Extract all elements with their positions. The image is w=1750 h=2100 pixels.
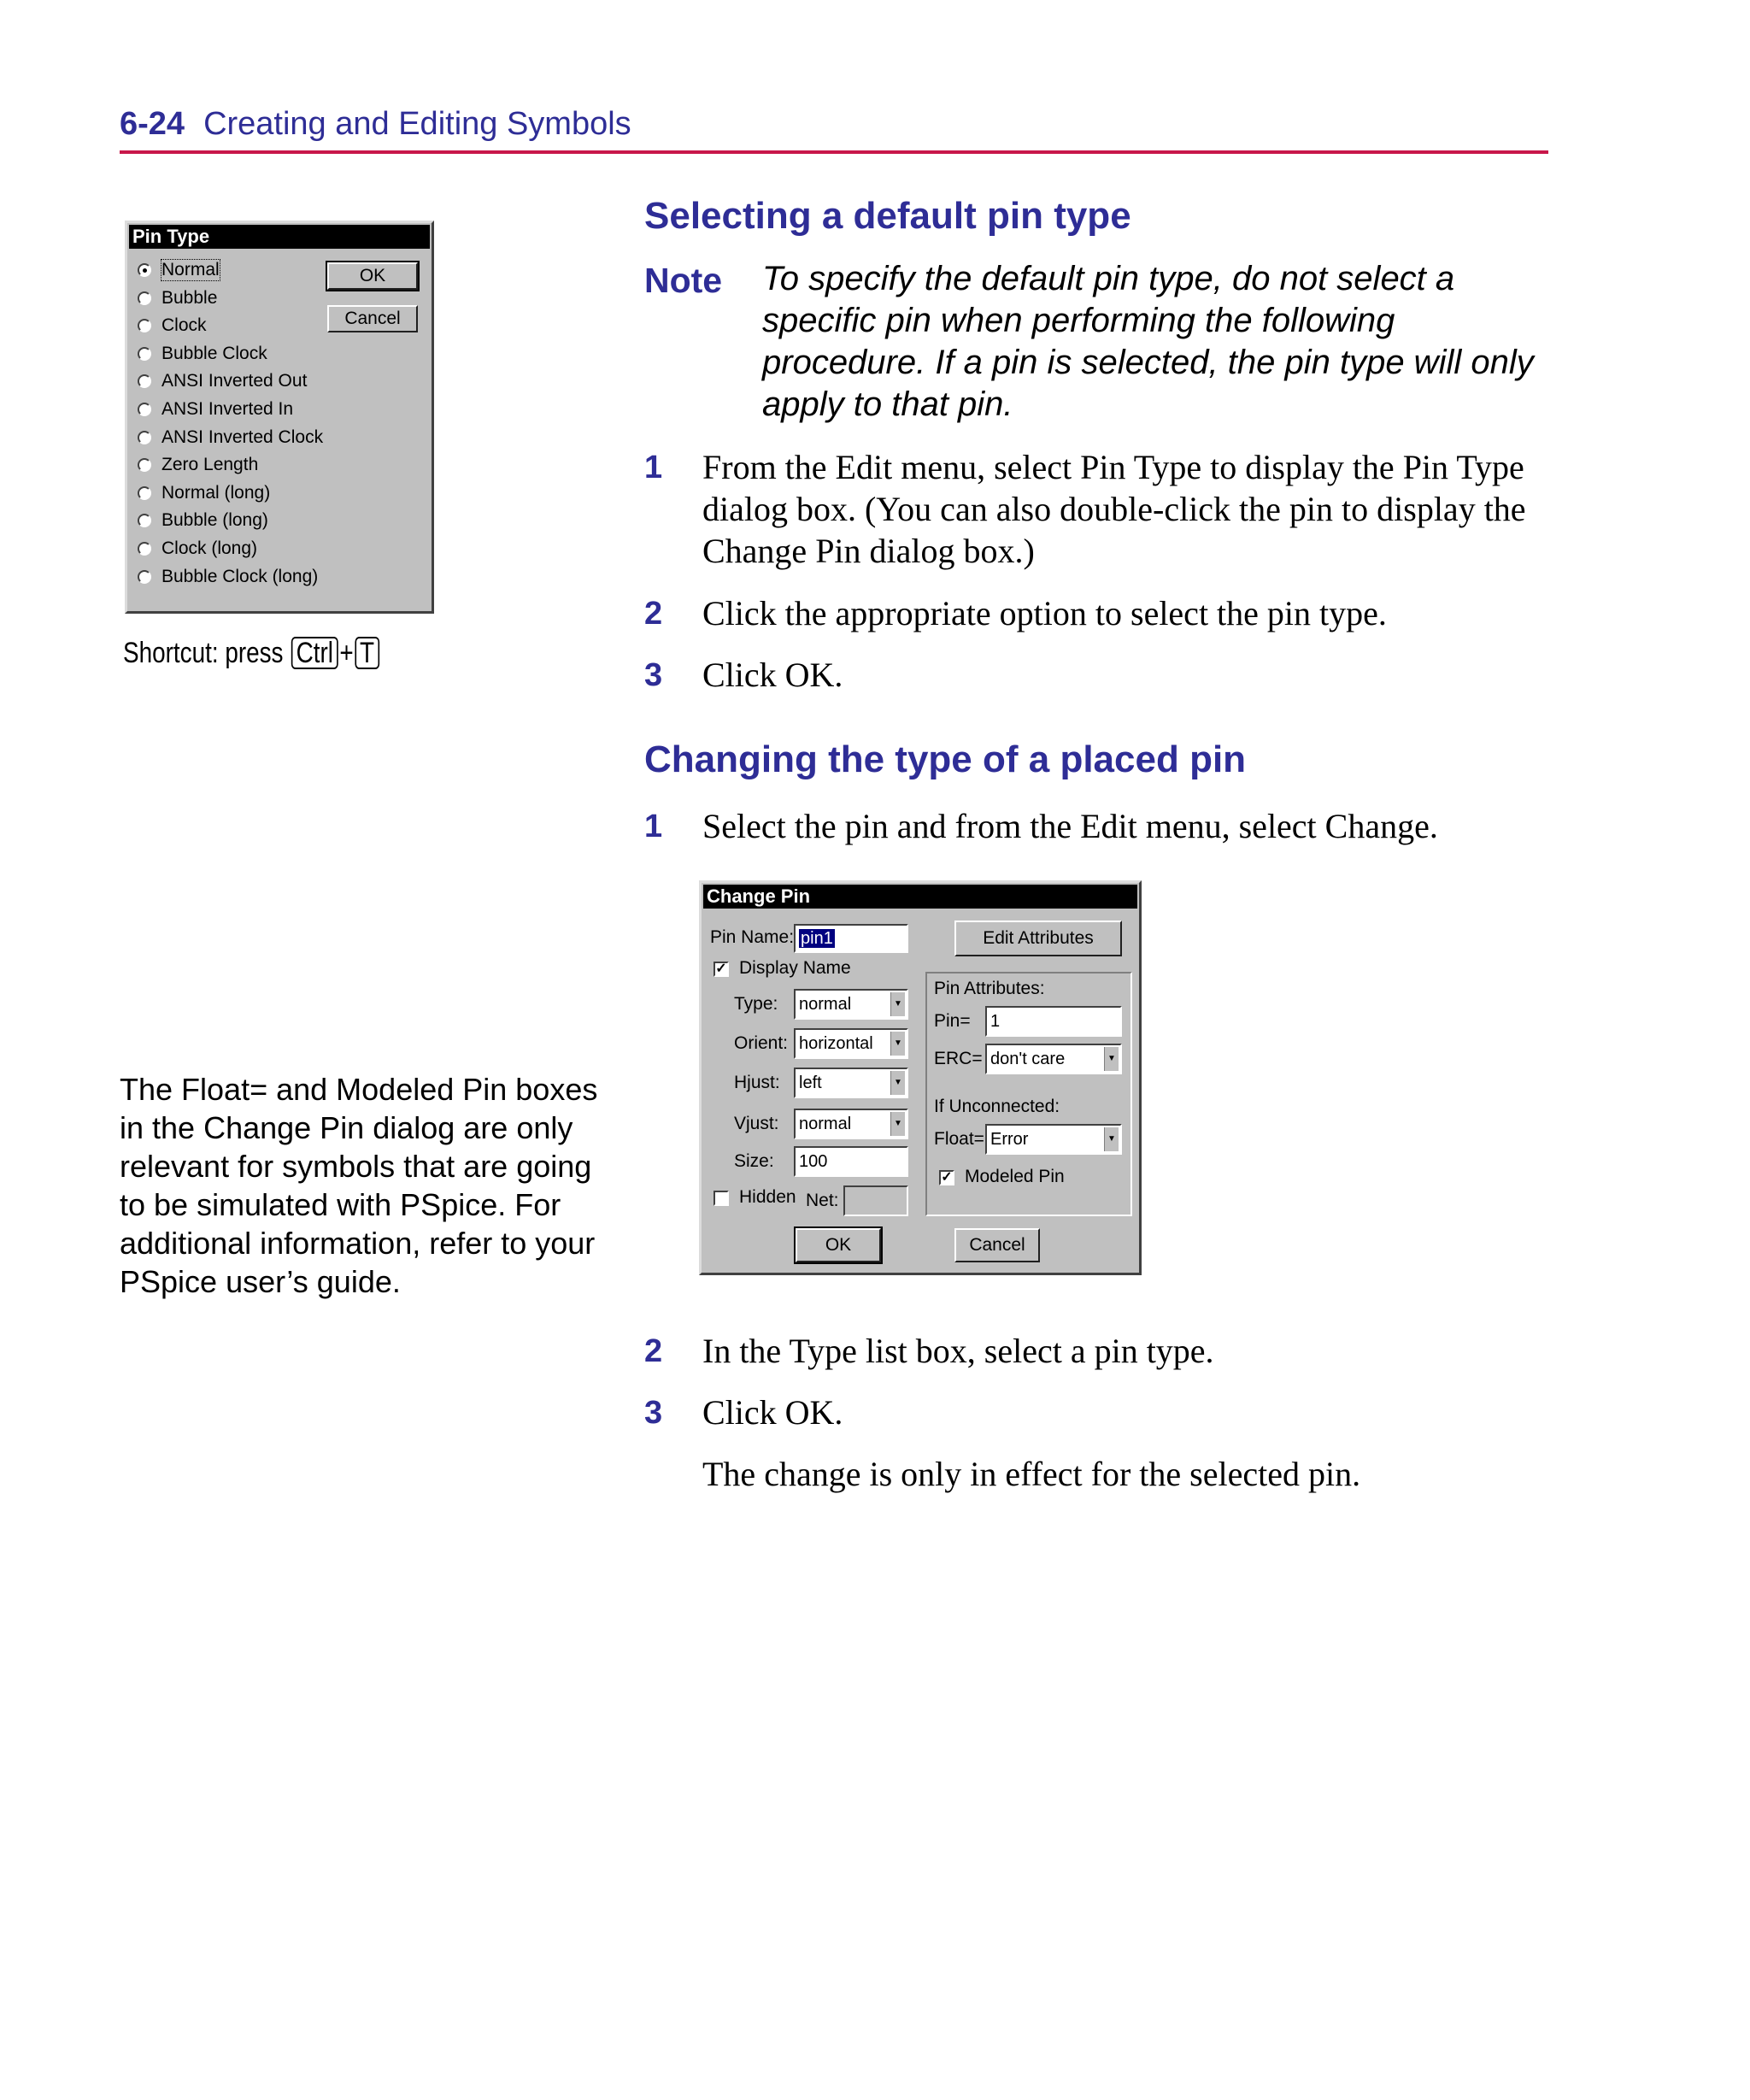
running-header <box>120 106 631 143</box>
pin-type-option-label: Normal <box>161 260 220 279</box>
step-number: 3 <box>644 657 663 693</box>
net-input[interactable] <box>843 1185 908 1216</box>
float-value: Error <box>990 1130 1029 1149</box>
step-number: 3 <box>644 1395 663 1431</box>
page-number: 6-24 <box>120 106 185 142</box>
cancel-button[interactable]: Cancel <box>954 1228 1040 1262</box>
dropdown-arrow-icon[interactable]: ▼ <box>890 992 905 1016</box>
pin-type-option[interactable] <box>138 341 267 367</box>
chapter-title: Creating and Editing Symbols <box>203 106 631 142</box>
step-text: Click OK. <box>702 1393 843 1432</box>
dropdown-arrow-icon[interactable]: ▼ <box>890 1112 905 1136</box>
radio-button[interactable] <box>138 319 151 332</box>
pin-type-option[interactable] <box>138 536 257 562</box>
pin-type-option-label: Clock (long) <box>161 538 258 558</box>
radio-button[interactable] <box>138 431 151 444</box>
dialog-title: Pin Type <box>129 225 430 249</box>
orient-value: horizontal <box>799 1034 873 1053</box>
type-label: Type: <box>734 994 778 1014</box>
radio-button[interactable] <box>138 403 151 416</box>
hjust-label: Hjust: <box>734 1073 780 1092</box>
pin-eq-value: 1 <box>990 1012 1001 1031</box>
radio-button[interactable] <box>138 263 151 277</box>
vjust-value: normal <box>799 1115 852 1133</box>
section-heading-placed-pin: Changing the type of a placed pin <box>644 738 1247 780</box>
orient-select[interactable] <box>794 1028 908 1059</box>
dropdown-arrow-icon[interactable]: ▼ <box>1104 1047 1119 1071</box>
radio-button[interactable] <box>138 347 151 361</box>
hidden-checkbox[interactable] <box>714 1191 729 1206</box>
pin-type-option[interactable] <box>138 368 307 394</box>
display-name-checkbox[interactable] <box>714 962 729 977</box>
erc-label: ERC= <box>934 1049 983 1068</box>
pin-type-option[interactable] <box>138 313 207 338</box>
ctrl-key: Ctrl <box>291 637 338 669</box>
plus-sign: + <box>339 637 354 669</box>
pin-type-option-label: Bubble Clock <box>161 343 267 363</box>
closing-text: The change is only in effect for the selected pin. <box>702 1455 1361 1493</box>
vjust-select[interactable] <box>794 1109 908 1139</box>
float-select[interactable] <box>985 1124 1122 1155</box>
pin-type-option-label: Zero Length <box>161 455 259 475</box>
step-text: Click OK. <box>702 656 843 694</box>
ok-button[interactable]: OK <box>327 262 418 290</box>
pin-type-option-label: Bubble (long) <box>161 510 268 531</box>
size-input[interactable] <box>794 1146 908 1177</box>
display-name-label: Display Name <box>739 958 851 978</box>
radio-button[interactable] <box>138 374 151 388</box>
pin-name-label: Pin Name: <box>710 927 795 947</box>
type-select[interactable] <box>794 989 908 1020</box>
cancel-button[interactable]: Cancel <box>327 305 418 332</box>
modeled-pin-checkbox[interactable] <box>939 1170 954 1185</box>
hidden-label: Hidden <box>739 1187 796 1207</box>
step-text: Click the appropriate option to select the pin type. <box>702 594 1387 632</box>
checkmark-icon: ✓ <box>941 1170 953 1185</box>
float-label: Float= <box>934 1129 984 1149</box>
step-number: 1 <box>644 450 663 485</box>
modeled-pin-label: Modeled Pin <box>965 1167 1065 1186</box>
pin-eq-label: Pin= <box>934 1011 971 1031</box>
pin-type-option-label: Clock <box>161 315 207 336</box>
t-key: T <box>355 637 379 669</box>
orient-label: Orient: <box>734 1033 789 1053</box>
pin-type-option[interactable] <box>138 452 258 478</box>
checkmark-icon: ✓ <box>715 962 727 976</box>
pin-type-option[interactable] <box>138 564 318 590</box>
hjust-value: left <box>799 1074 822 1092</box>
dialog-title: Change Pin <box>703 885 1137 909</box>
size-label: Size: <box>734 1151 774 1171</box>
pin-type-dialog <box>125 221 434 614</box>
net-label: Net: <box>806 1191 839 1210</box>
step-text: From the Edit menu, select Pin Type to display the Pin Type dialog box. (You can also double-click the pin to display the Change Pin dialog box.) <box>702 448 1526 570</box>
sidebar-note: The Float= and Modeled Pin boxes in the Change Pin dialog are only relevant for symbols that are going to be simulated with PSpice. For additional information, refer to your PSpice user’s guide. <box>120 1072 598 1299</box>
vjust-label: Vjust: <box>734 1114 779 1133</box>
step-text: In the Type list box, select a pin type. <box>702 1332 1214 1370</box>
step-number: 2 <box>644 596 663 632</box>
radio-button[interactable] <box>138 458 151 472</box>
pin-type-option[interactable] <box>138 397 293 422</box>
pin-type-option[interactable] <box>138 508 268 533</box>
pin-type-option[interactable] <box>138 425 323 450</box>
pin-type-option-label: Bubble Clock (long) <box>161 566 319 586</box>
note-text: To specify the default pin type, do not select a specific pin when performing the following procedure. If a pin is selected, the pin type will only apply to that pin. <box>762 260 1534 423</box>
pin-name-value: pin1 <box>801 929 833 948</box>
shortcut-label: Shortcut: press <box>123 637 284 669</box>
edit-attributes-button[interactable]: Edit Attributes <box>954 921 1122 956</box>
pin-type-option-label: Bubble <box>161 287 218 308</box>
radio-button[interactable] <box>138 570 151 584</box>
change-pin-dialog <box>699 880 1142 1275</box>
step-number: 2 <box>644 1333 663 1369</box>
step-number: 1 <box>644 809 663 844</box>
pin-name-input[interactable] <box>794 924 908 953</box>
section-heading-default-pin-type: Selecting a default pin type <box>644 195 1131 237</box>
size-value: 100 <box>799 1152 828 1171</box>
pin-type-option[interactable] <box>138 257 220 283</box>
radio-button[interactable] <box>138 291 151 305</box>
radio-button[interactable] <box>138 486 151 500</box>
pin-type-option[interactable] <box>138 480 270 506</box>
if-unconnected-label: If Unconnected: <box>934 1097 1060 1116</box>
pin-type-option-label: ANSI Inverted In <box>161 399 294 419</box>
pin-eq-input[interactable] <box>985 1006 1122 1037</box>
step-text: Select the pin and from the Edit menu, select Change. <box>702 807 1438 845</box>
hjust-select[interactable] <box>794 1068 908 1098</box>
type-value: normal <box>799 995 852 1014</box>
erc-select[interactable] <box>985 1044 1122 1074</box>
dropdown-arrow-icon[interactable]: ▼ <box>890 1032 905 1056</box>
pin-type-option-label: ANSI Inverted Clock <box>161 426 324 447</box>
dropdown-arrow-icon[interactable]: ▼ <box>890 1071 905 1095</box>
radio-button[interactable] <box>138 542 151 556</box>
pin-type-option[interactable] <box>138 285 217 311</box>
pin-type-option-label: ANSI Inverted Out <box>161 371 308 391</box>
pin-attributes-label: Pin Attributes: <box>934 979 1045 998</box>
ok-button[interactable]: OK <box>796 1228 881 1262</box>
note-label: Note <box>644 261 723 300</box>
pin-type-option-label: Normal (long) <box>161 482 271 503</box>
header-rule <box>120 150 1548 154</box>
shortcut-hint <box>123 637 380 670</box>
radio-button[interactable] <box>138 514 151 527</box>
erc-value: don't care <box>990 1050 1066 1068</box>
dropdown-arrow-icon[interactable]: ▼ <box>1104 1127 1119 1151</box>
